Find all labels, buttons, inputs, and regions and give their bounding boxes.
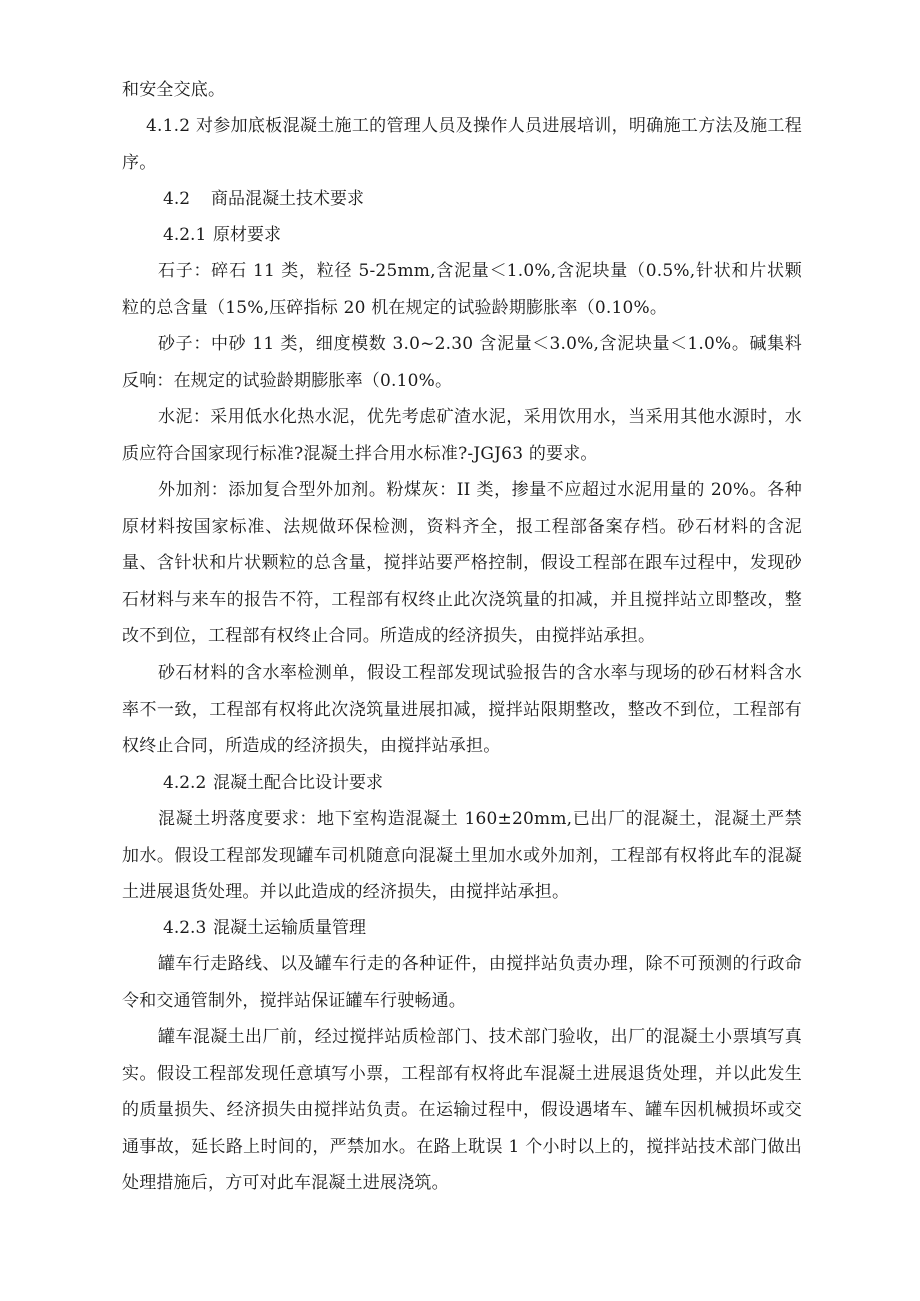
section-heading-4-2-3 <box>163 910 366 947</box>
section-number: 4.2.3 <box>163 918 207 938</box>
paragraph-moisture: 砂石材料的含水率检测单，假设工程部发现试验报告的含水率与现场的砂石材料含水率不一致，工程部有权将此次浇筑量进展扣减，搅拌站限期整改，整改不到位，工程部有权终止合同，所造成的经济损失，由搅拌站承担。 <box>122 663 802 756</box>
paragraph-4-1-2: 4.1.2 对参加底板混凝土施工的管理人员及操作人员进展培训，明确施工方法及施工程序。 <box>122 116 802 173</box>
section-title: 混凝土配合比设计要求 <box>213 773 383 793</box>
paragraph-intro-tail: 和安全交底。 <box>122 80 226 100</box>
section-number: 4.2 <box>163 189 191 209</box>
section-title: 原材要求 <box>213 225 281 245</box>
paragraph-dispatch: 罐车混凝土出厂前，经过搅拌站质检部门、技术部门验收，出厂的混凝土小票填写真实。假设工程部发现任意填写小票，工程部有权将此车混凝土进展退货处理，并以此发生的质量损失、经济损失由搅拌站负责。在运输过程中，假设遇堵车、罐车因机械损坏或交通事故，延长路上时间的，严禁加水。在路上耽误 1 个小时以上的，搅拌站技术部门做出处理措施后，方可对此车混凝土进展浇筑。 <box>122 1027 802 1193</box>
paragraph-stone: 石子：碎石 11 类，粒径 5-25mm,含泥量＜1.0%,含泥块量（0.5%,针状和片状颗粒的总含量（15%,压碎指标 20 机在规定的试验龄期膨胀率（0.10%。 <box>122 261 802 318</box>
paragraph-admixture: 外加剂：添加复合型外加剂。粉煤灰：II 类，掺量不应超过水泥用量的 20%。各种原材料按国家标准、法规做环保检测，资料齐全，报工程部备案存档。砂石材料的含泥量、含针状和片状颗粒的总含量，搅拌站要严格控制，假设工程部在跟车过程中，发现砂石材料与来车的报告不符，工程部有权终止此次浇筑量的扣减，并且搅拌站立即整改，整改不到位，工程部有权终止合同。所造成的经济损失，由搅拌站承担。 <box>122 480 802 646</box>
paragraph-cement: 水泥：采用低水化热水泥，优先考虑矿渣水泥，采用饮用水，当采用其他水源时，水质应符合国家现行标准?混凝土拌合用水标准?-JGJ63 的要求。 <box>122 407 802 464</box>
section-number: 4.2.2 <box>163 773 207 793</box>
paragraph-route: 罐车行走路线、以及罐车行走的各种证件，由搅拌站负责办理，除不可预测的行政命令和交通管制外，搅拌站保证罐车行驶畅通。 <box>122 954 802 1011</box>
section-title: 商品混凝土技术要求 <box>211 189 364 209</box>
section-title: 混凝土运输质量管理 <box>213 918 366 938</box>
paragraph-sand: 砂子：中砂 11 类，细度模数 3.0~2.30 含泥量＜3.0%,含泥块量＜1.0%。碱集料反响：在规定的试验龄期膨胀率（0.10%。 <box>122 334 802 391</box>
paragraph-slump: 混凝土坍落度要求：地下室构造混凝土 160±20mm,已出厂的混凝土，混凝土严禁加水。假设工程部发现罐车司机随意向混凝土里加水或外加剂，工程部有权将此车的混凝土进展退货处理。并以此造成的经济损失，由搅拌站承担。 <box>122 809 802 902</box>
section-number: 4.2.1 <box>163 225 207 245</box>
section-heading-4-2-2 <box>163 765 383 802</box>
section-heading-4-2 <box>163 181 364 218</box>
section-heading-4-2-1 <box>163 217 281 254</box>
